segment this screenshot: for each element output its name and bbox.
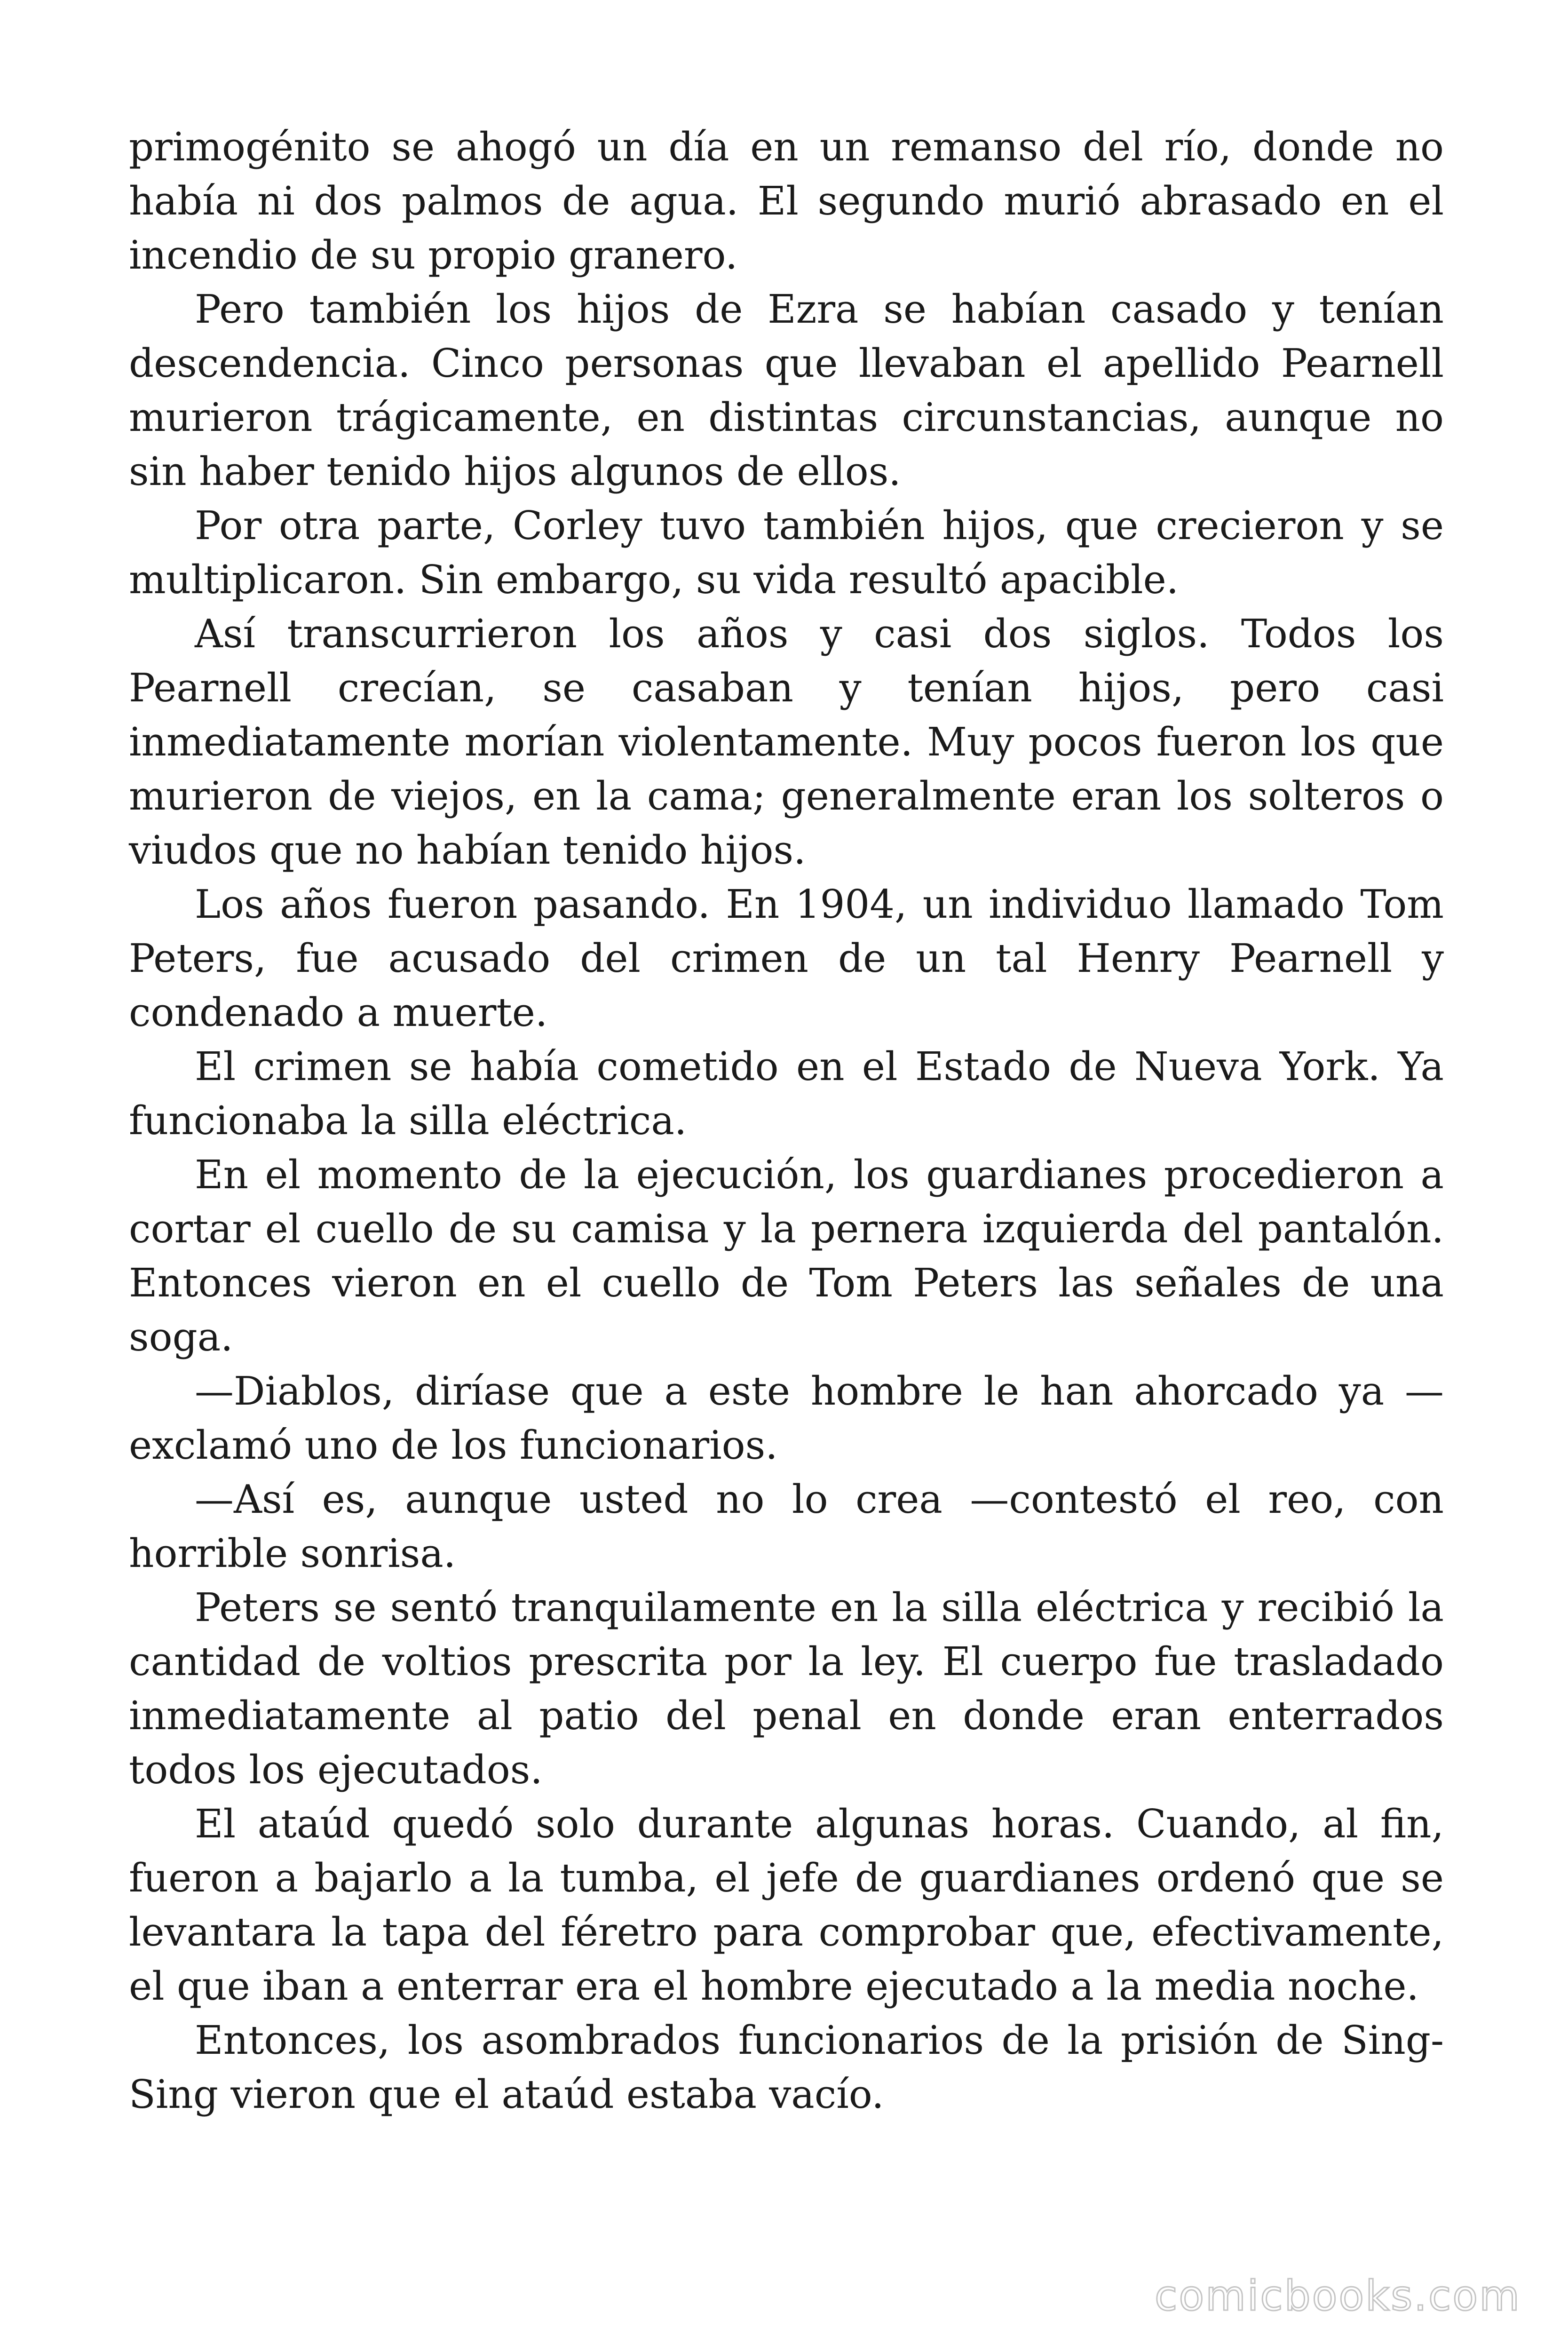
paragraph-3: Por otra parte, Corley tuvo también hijos, que crecieron y se multiplicaron. Sin embargo, su vida resultó apacible. [129,503,1444,603]
paragraph-8: —Diablos, diríase que a este hombre le han ahorcado ya —exclamó uno de los funcionarios. [129,1368,1444,1468]
paragraph-2: Pero también los hijos de Ezra se habían casado y tenían descendencia. Cinco personas que llevaban el apellido Pearnell murieron trágicamente, en distintas circunstancias, aunque no sin haber tenido hijos algunos de ellos. [129,286,1444,494]
paragraph-11: El ataúd quedó solo durante algunas horas. Cuando, al fin, fueron a bajarlo a la tumba, el jefe de guardianes ordenó que se levantara la tapa del féretro para comprobar que, efectivamente, el que iban a enterrar era el hombre ejecutado a la media noche. [129,1801,1444,2009]
paragraph-5: Los años fueron pasando. En 1904, un individuo llamado Tom Peters, fue acusado del crimen de un tal Henry Pearnell y condenado a muerte. [129,882,1444,1035]
paragraph-1: primogénito se ahogó un día en un remanso del río, donde no había ni dos palmos de agua. El segundo murió abrasado en el incendio de su propio granero. [129,124,1444,278]
paragraph-9: —Así es, aunque usted no lo crea —contestó el reo, con horrible sonrisa. [129,1477,1444,1576]
paragraph-7: En el momento de la ejecución, los guardianes procedieron a cortar el cuello de su camisa y la pernera izquierda del pantalón. Entonces vieron en el cuello de Tom Peters las señales de una soga. [129,1152,1444,1360]
paragraph-12: Entonces, los asombrados funcionarios de la prisión de Sing-Sing vieron que el ataúd estaba vacío. [129,2018,1444,2117]
paragraph-6: El crimen se había cometido en el Estado de Nueva York. Ya funcionaba la silla eléctrica. [129,1044,1444,1144]
paragraph-10: Peters se sentó tranquilamente en la silla eléctrica y recibió la cantidad de voltios prescrita por la ley. El cuerpo fue trasladado inmediatamente al patio del penal en donde eran enterrados todos los ejecutados. [129,1585,1444,1793]
paragraph-4: Así transcurrieron los años y casi dos siglos. Todos los Pearnell crecían, se casaban y tenían hijos, pero casi inmediatamente morían violentamente. Muy pocos fueron los que murieron de viejos, en la cama; generalmente eran los solteros o viudos que no habían tenido hijos. [129,611,1444,873]
watermark: comicbooks.com [1154,2272,1521,2320]
page-body [129,120,1444,2122]
